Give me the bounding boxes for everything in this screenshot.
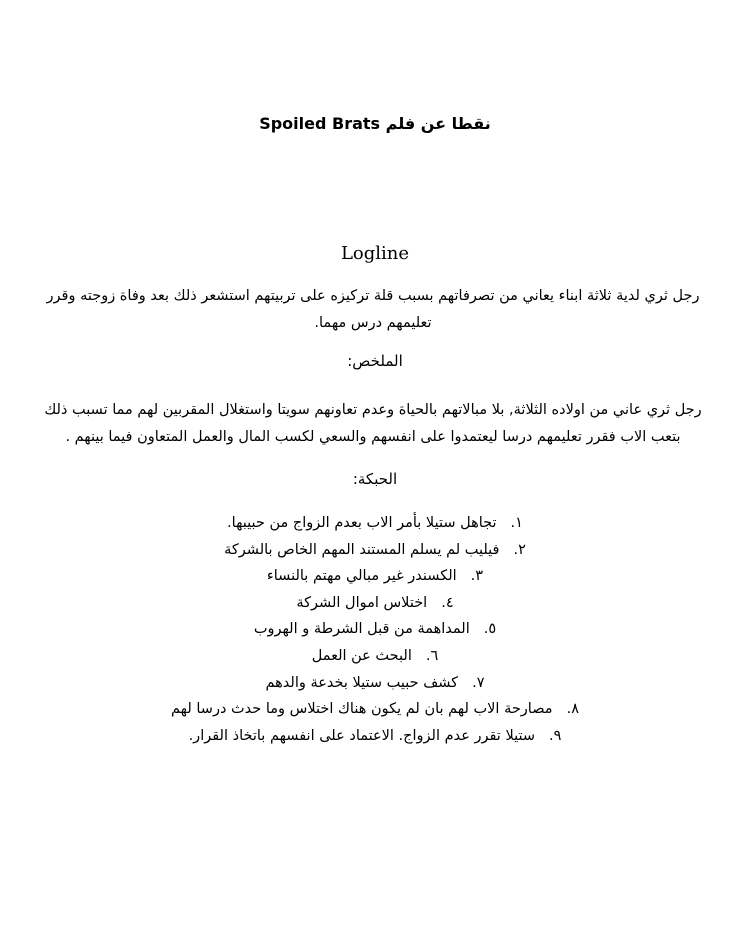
plot-item-text: اختلاس اموال الشركة bbox=[296, 594, 428, 611]
plot-item-text: المداهمة من قبل الشرطة و الهروب bbox=[253, 621, 470, 638]
plot-item bbox=[0, 510, 750, 537]
plot-item-text: فيليب لم يسلم المستند المهم الخاص بالشركة bbox=[224, 541, 500, 558]
plot-item bbox=[0, 696, 750, 723]
plot-item-number: ٤. bbox=[441, 594, 454, 611]
plot-item bbox=[0, 563, 750, 590]
plot-item-text: ستيلا تقرر عدم الزواج. الاعتماد على انفسهم باتخاذ القرار. bbox=[188, 727, 535, 744]
summary-text: رجل ثري عاني من اولاده الثلاثة, بلا مبالاتهم بالحياة وعدم تعاونهم سويتا واستغلال المقربين لهم مما تسبب ذلك بتعب الاب فقرر تعليمهم درسا ليعتمدوا على انفسهم والسعي لكسب المال والعمل المتعاون فيما بينهم . bbox=[44, 402, 702, 445]
plot-item-number: ٦. bbox=[425, 647, 439, 664]
plot-item-number: ٥. bbox=[483, 621, 497, 638]
document-title: نقطا عن فلم Spoiled Brats bbox=[259, 114, 491, 133]
summary-heading: الملخص: bbox=[347, 352, 403, 370]
plot-item-number: ١. bbox=[510, 515, 523, 531]
plot-item-number: ٨. bbox=[566, 701, 579, 718]
logline-text: رجل ثري لدية ثلاثة ابناء يعاني من تصرفاتهم بسبب قلة تركيزه على تربيتهم استشعر ذلك بعد وفاة زوجته وقرر تعليمهم درس مهما. bbox=[46, 288, 700, 331]
plot-item bbox=[0, 723, 750, 750]
plot-item bbox=[0, 670, 750, 697]
plot-list bbox=[0, 510, 750, 749]
plot-heading: الحبكة: bbox=[352, 470, 398, 488]
plot-item-number: ٢. bbox=[513, 541, 526, 558]
plot-item-text: مصارحة الاب لهم بان لم يكون هناك اختلاس وما حدث درسا لهم bbox=[171, 701, 553, 718]
plot-item bbox=[0, 590, 750, 617]
plot-item-text: الكسندر غير مبالي مهتم بالنساء bbox=[266, 568, 457, 585]
plot-item-text: البحث عن العمل bbox=[311, 647, 412, 664]
plot-item-number: ٧. bbox=[472, 674, 485, 691]
plot-item bbox=[0, 537, 750, 564]
plot-item-text: كشف حبيب ستيلا بخدعة والدهم bbox=[265, 674, 459, 691]
plot-item-text: تجاهل ستيلا بأمر الاب بعدم الزواج من حبيبها. bbox=[227, 515, 497, 531]
plot-item bbox=[0, 616, 750, 643]
logline-heading: Logline bbox=[340, 243, 410, 264]
plot-item-number: ٣. bbox=[470, 568, 484, 585]
plot-item bbox=[0, 643, 750, 670]
plot-item-number: ٩. bbox=[549, 727, 562, 744]
